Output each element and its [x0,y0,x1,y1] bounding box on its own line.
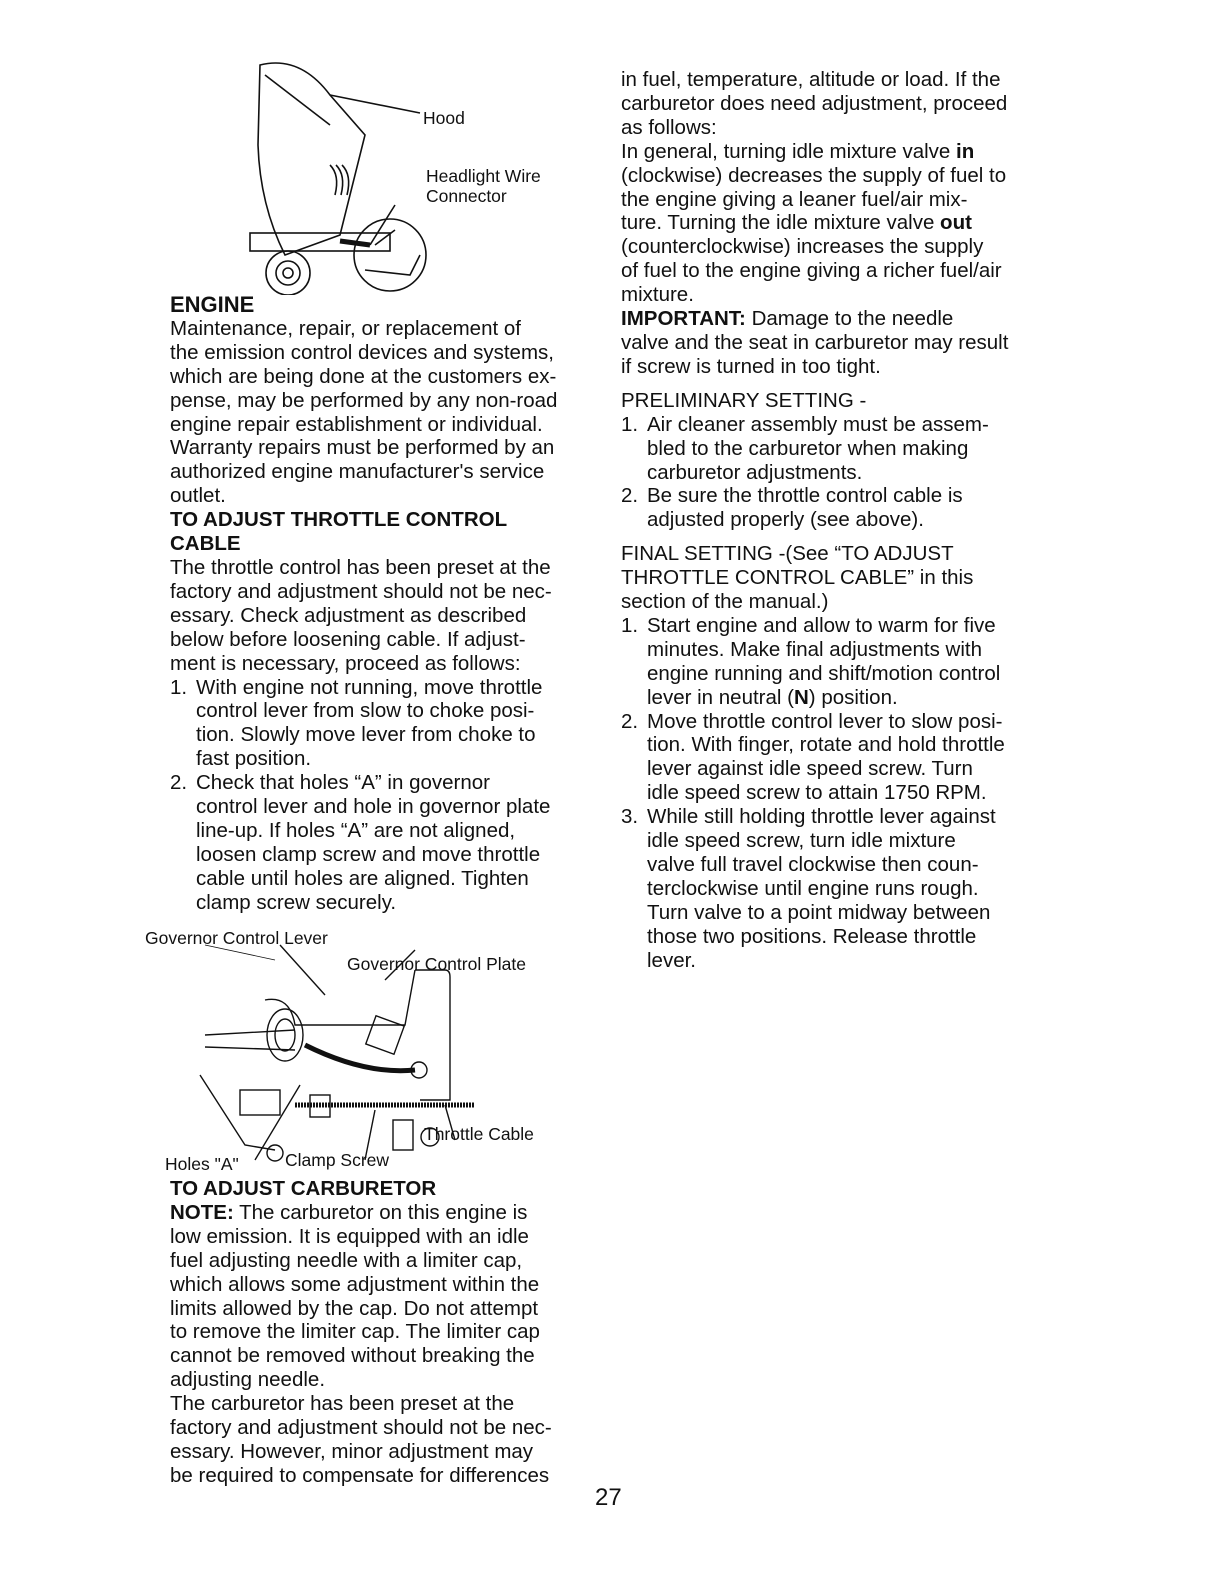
headlight-wire-label: Headlight Wire [426,166,541,186]
text-line: which allows some adjustment within the [170,1272,540,1296]
mixture-paragraph [621,140,1061,307]
list-item [621,805,1061,972]
text-line: carburetor adjustments. [647,460,863,484]
text-line: essary. Check adjustment as described [170,603,527,627]
step-number: 2. [621,484,639,508]
engine-section [170,293,557,915]
text: section of the manual.) [621,590,829,614]
text-line: in fuel, temperature, altitude or load. If the [621,68,1001,91]
text: ture. Turning the idle mixture valve [621,211,941,235]
text: if screw is turned in too tight. [621,354,881,378]
text-line: adjusting needle. [170,1368,326,1392]
bold-out: out [940,211,972,235]
list-item [170,771,557,914]
text: (clockwise) decreases the supply of fuel to [621,163,1007,187]
list-item [621,484,1061,532]
important-label: IMPORTANT: [621,307,746,331]
text-line: bled to the carburetor when making [647,436,969,460]
connector-label: Connector [426,186,507,206]
text: THROTTLE CONTROL CABLE” in this [621,566,974,590]
note-label: NOTE: [170,1200,234,1224]
text-line: to remove the limiter cap. The limiter cap [170,1320,540,1344]
text-line: Turn valve to a point midway between [647,900,991,924]
text-line: tion. With finger, rotate and hold throttle [647,733,1005,757]
text-line: the emission control devices and systems, [170,340,554,364]
carburetor-section [170,1177,552,1488]
text-line: outlet. [170,484,226,508]
text: the engine giving a leaner fuel/air mix- [621,187,968,211]
text-line: cable until holes are aligned. Tighten [196,866,529,890]
text-line: The throttle control has been preset at the [170,555,551,579]
text-line: authorized engine manufacturer's service [170,460,545,484]
step-number: 1. [621,412,639,436]
throttle-heading-1: TO ADJUST THROTTLE CONTROL [170,508,508,532]
text-line: essary. However, minor adjustment may [170,1439,534,1463]
text-line: fuel adjusting needle with a limiter cap, [170,1248,523,1272]
text: FINAL SETTING -(See “TO ADJUST [621,542,954,566]
text: (counterclockwise) increases the supply [621,235,984,259]
text-line: fast position. [196,747,312,771]
hood-label: Hood [423,108,465,128]
bold-in: in [956,139,975,163]
text-line: limits allowed by the cap. Do not attempt [170,1296,539,1320]
step-number: 1. [170,675,188,699]
text-line: idle speed screw to attain 1750 RPM. [647,781,987,805]
text-line: The carburetor has been preset at the [170,1392,515,1416]
text: Damage to the needle [745,307,954,331]
text-line: carburetor does need adjustment, proceed [621,91,1008,115]
carburetor-heading: TO ADJUST CARBURETOR [170,1177,437,1200]
text: Start engine and allow to warm for five [647,613,996,637]
text-line: Air cleaner assembly must be assem- [647,412,989,436]
throttle-paragraph [170,556,557,676]
note-text: The carburetor on this engine is [233,1200,528,1224]
text-line: line-up. If holes “A” are not aligned, [196,818,516,842]
final-step-1 [621,614,1061,710]
important-paragraph [621,307,1061,379]
final-steps-list [621,710,1061,973]
holes-a-label: Holes "A" [165,1154,239,1174]
text: engine running and shift/motion control [647,661,1001,685]
governor-lever-label: Governor Control Lever [145,928,328,948]
text-line: clamp screw securely. [196,890,397,914]
text-line: tion. Slowly move lever from choke to [196,723,536,747]
text-line: ment is necessary, proceed as follows: [170,651,521,675]
text-line: which are being done at the customers ex- [170,364,557,388]
page-number: 27 [595,1484,622,1511]
text-line: Check that holes “A” in governor [196,771,490,795]
text-line: factory and adjustment should not be nec- [170,1416,552,1440]
list-item [621,710,1061,806]
text-line: idle speed screw, turn idle mixture [647,829,956,853]
text-line: Move throttle control lever to slow posi- [647,709,1003,733]
note-paragraph [170,1225,552,1392]
governor-illustration [145,925,585,1175]
text: In general, turning idle mixture valve [621,139,957,163]
text-line: control lever and hole in governor plate [196,795,551,819]
right-column [621,68,1061,973]
bold-n: N [793,685,809,709]
engine-heading: ENGINE [170,292,255,317]
preliminary-heading: PRELIMINARY SETTING - [621,388,867,412]
text-line: cannot be removed without breaking the [170,1344,535,1368]
hood-headlight-illustration [190,55,590,295]
engine-paragraph [170,317,557,508]
text-line: low emission. It is equipped with an idle [170,1224,529,1248]
text-line: lever against idle speed screw. Turn [647,757,973,781]
text: minutes. Make final adjustments with [647,637,982,661]
text-line: adjusted properly (see above). [647,508,924,532]
text: of fuel to the engine giving a richer fuel/air [621,259,1002,283]
text-line: Warranty repairs must be performed by an [170,436,555,460]
note-line [170,1201,552,1225]
text-line: be required to compensate for differences [170,1463,550,1487]
throttle-heading-2: CABLE [170,532,241,556]
list-item [621,413,1061,485]
text-line: lever. [647,948,696,972]
step-number: 2. [621,709,639,733]
step-number: 2. [170,771,188,795]
carburetor-paragraph [170,1392,552,1488]
text-line: those two positions. Release throttle [647,924,977,948]
throttle-steps-list [170,676,557,915]
text-line: Maintenance, repair, or replacement of [170,316,521,340]
text: valve and the seat in carburetor may result [621,330,1009,354]
text-line: control lever from slow to choke posi- [196,699,535,723]
governor-plate-label: Governor Control Plate [347,954,526,974]
text-line: terclockwise until engine runs rough. [647,876,979,900]
step-number: 1. [621,613,639,637]
text: lever in neutral ( [647,685,794,709]
text-line: While still holding throttle lever against [647,805,996,829]
throttle-cable-label: Throttle Cable [424,1124,534,1144]
final-setting-heading [621,542,1061,614]
text-line: valve full travel clockwise then coun- [647,853,979,876]
hood-drawing [190,55,450,295]
text-line: pense, may be performed by any non-road [170,388,558,412]
list-item [170,676,557,772]
text: ) position. [808,685,898,709]
text-line: loosen clamp screw and move throttle [196,842,541,866]
clamp-screw-label: Clamp Screw [285,1150,390,1170]
text-line: Be sure the throttle control cable is [647,484,963,508]
text: mixture. [621,283,694,307]
step-number: 3. [621,805,639,829]
text-line: factory and adjustment should not be nec- [170,579,552,603]
text-line: as follows: [621,115,717,139]
text-line: below before loosening cable. If adjust- [170,627,526,651]
preliminary-steps-list [621,413,1061,533]
text-line: engine repair establishment or individual. [170,412,543,436]
adjustment-intro-paragraph [621,68,1061,140]
text-line: With engine not running, move throttle [196,675,543,699]
